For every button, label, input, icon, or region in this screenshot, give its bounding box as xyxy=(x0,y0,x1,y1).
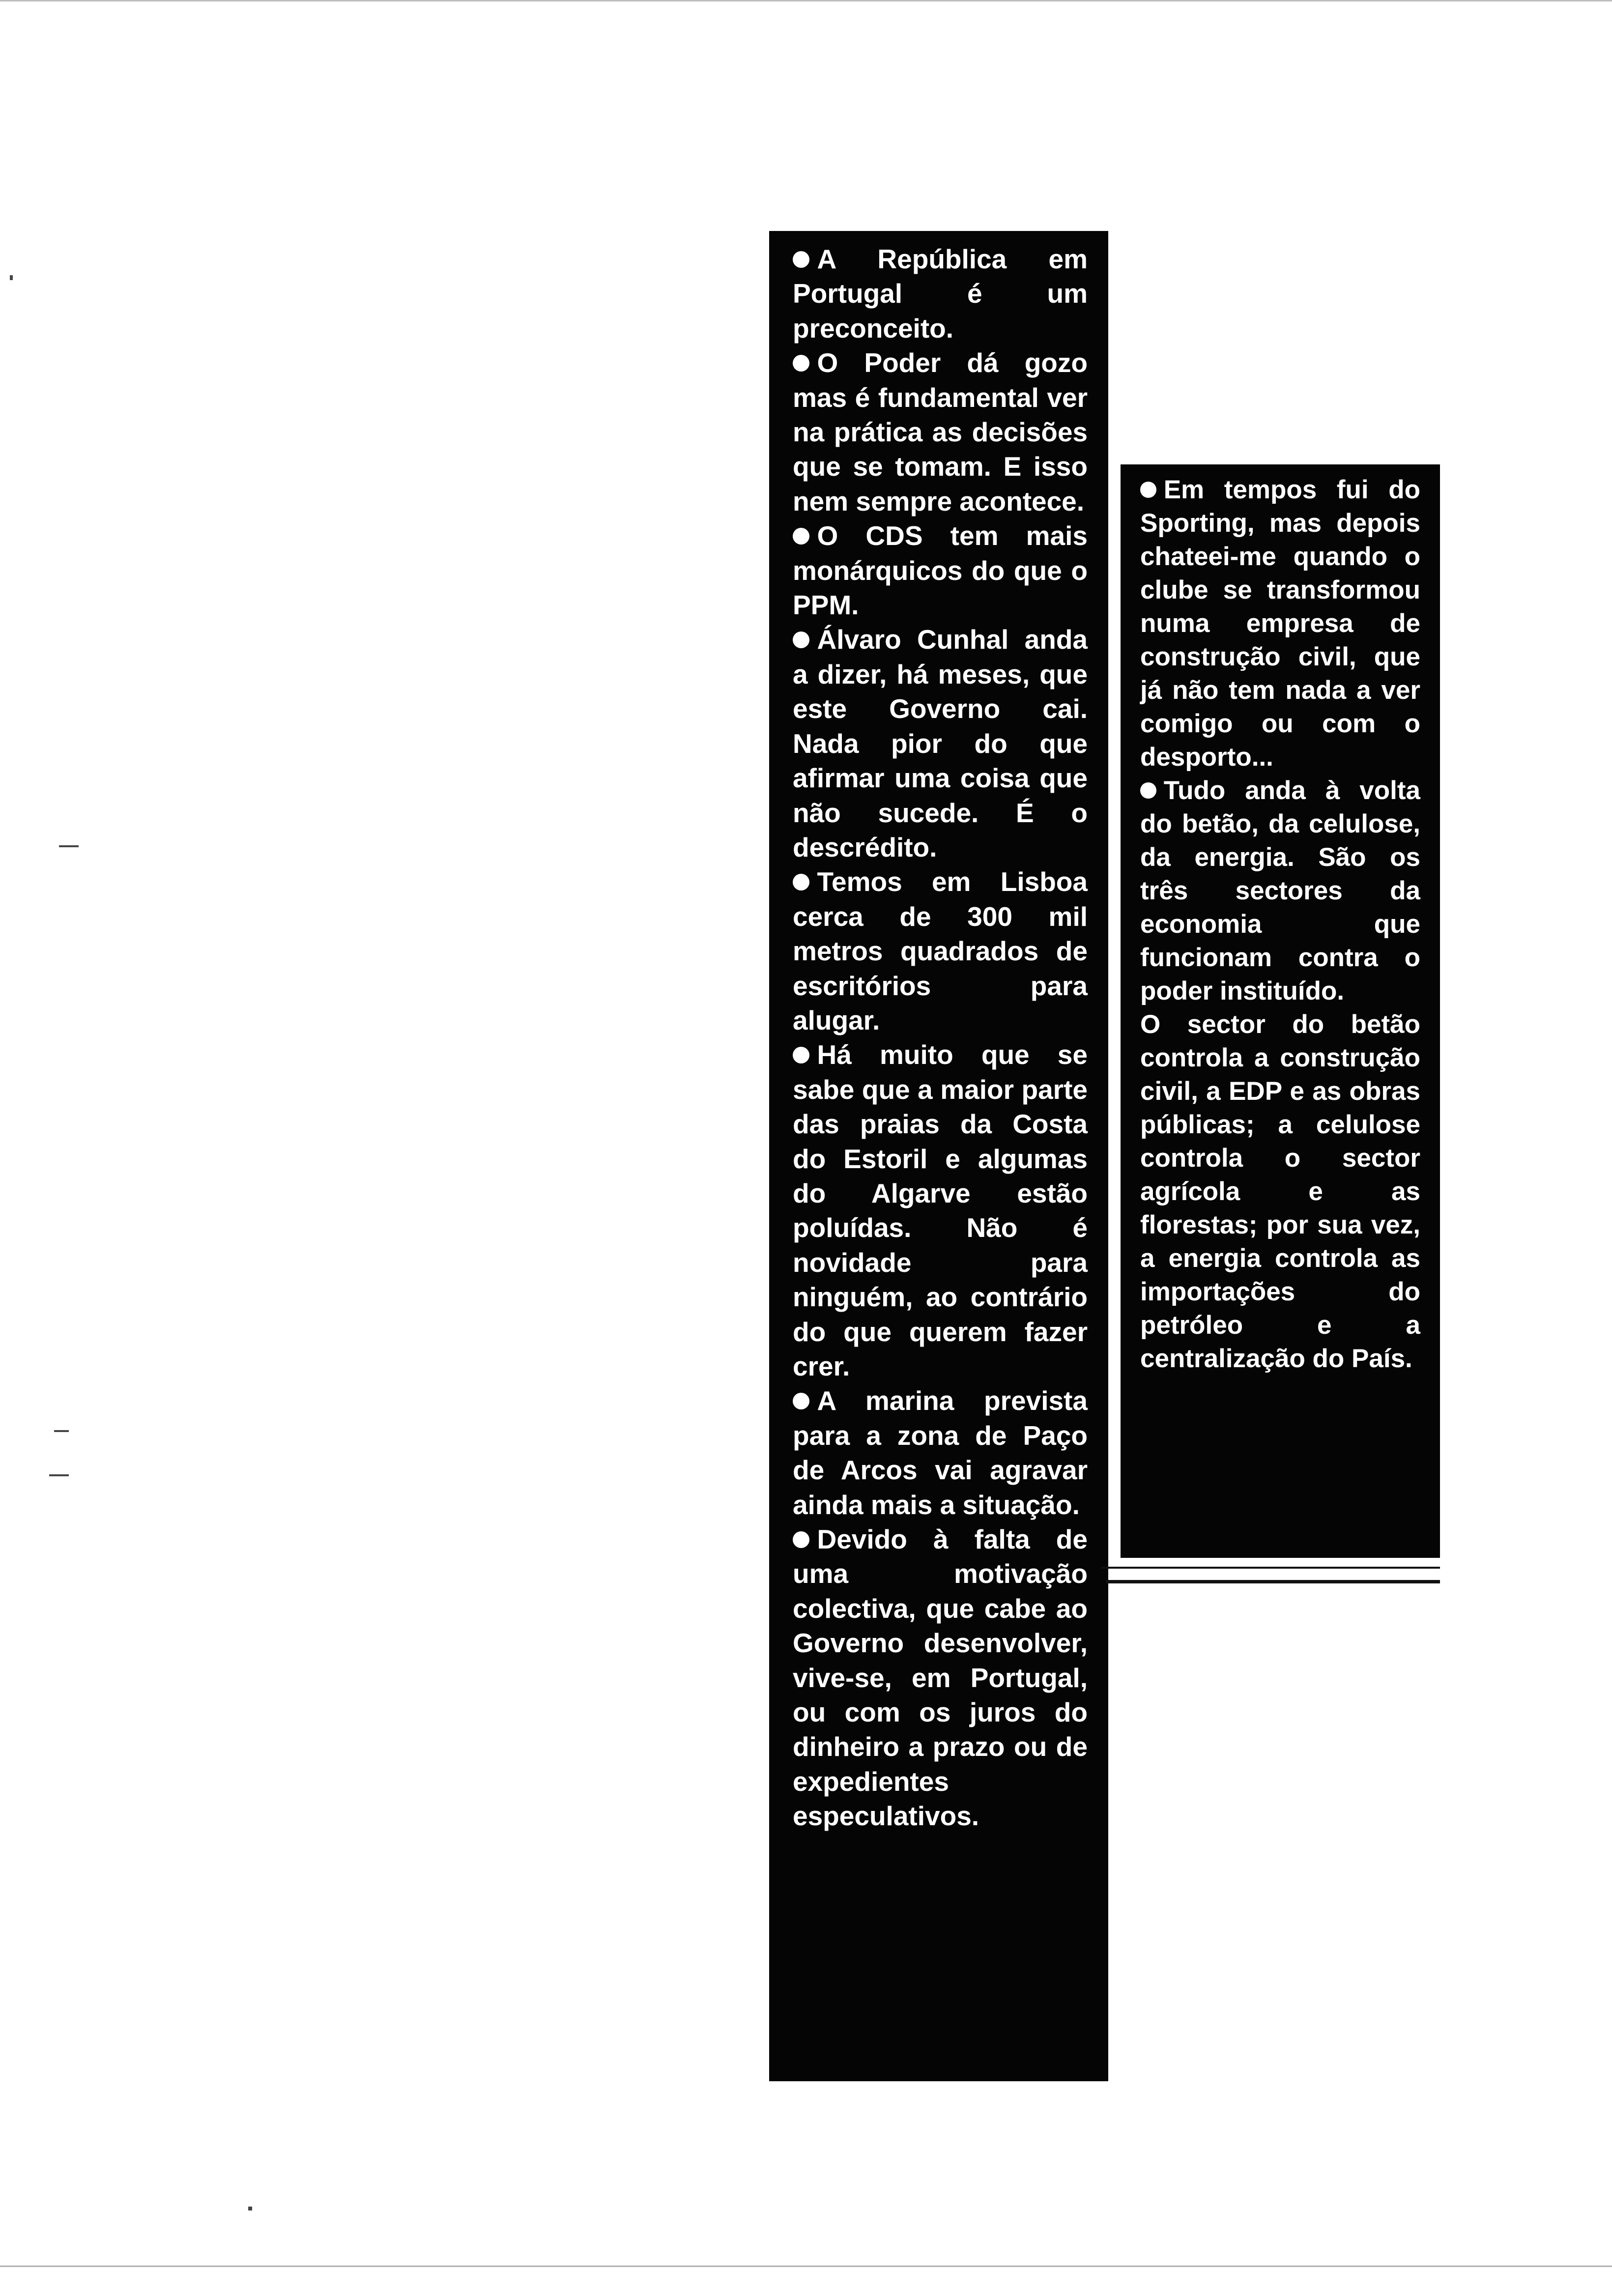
list-item xyxy=(793,1037,1088,1383)
list-item xyxy=(793,242,1088,345)
item-text: A marina prevista para a zona de Paço de Arcos vai agravar ainda mais a situação. xyxy=(793,1385,1088,1520)
scan-speck xyxy=(49,1474,69,1476)
scan-speck xyxy=(59,845,79,847)
bullet-icon xyxy=(1140,782,1156,799)
item-text: Tudo anda à volta do betão, da celulose, da energia. São os três sectores da economia que funcionam contra o poder instituído. xyxy=(1140,776,1420,1005)
right-column xyxy=(1121,464,1440,1558)
list-item xyxy=(793,518,1088,622)
divider-rule xyxy=(1101,1567,1440,1569)
list-item xyxy=(793,345,1088,518)
list-item xyxy=(793,864,1088,1037)
bottom-scan-edge xyxy=(0,2266,1612,2267)
item-text: Temos em Lisboa cerca de 300 mil metros quadrados de escritórios para alugar. xyxy=(793,866,1088,1035)
list-item xyxy=(1140,774,1420,1008)
list-item xyxy=(793,622,1088,864)
top-scan-edge xyxy=(0,0,1612,1)
bullet-icon xyxy=(793,631,809,648)
item-text: Álvaro Cunhal anda a dizer, há meses, que este Governo cai. Nada pior do que afirmar uma coisa que não sucede. É o descrédito. xyxy=(793,624,1088,862)
item-text: Em tempos fui do Sporting, mas depois chateei-me quando o clube se transformou numa empresa de construção civil, que já não tem nada a ver comigo ou com o desporto... xyxy=(1140,475,1420,772)
item-text: Há muito que se sabe que a maior parte das praias da Costa do Estoril e algumas do Algarve estão poluídas. Não é novidade para ninguém, ao contrário do que querem fazer crer. xyxy=(793,1039,1088,1381)
list-item xyxy=(1140,473,1420,774)
divider-rule xyxy=(1106,1580,1440,1583)
bullet-icon xyxy=(793,251,809,268)
list-item xyxy=(793,1522,1088,1834)
list-item xyxy=(793,1383,1088,1522)
bullet-icon xyxy=(793,1531,809,1548)
continuation-paragraph: O sector do betão controla a construção civil, a EDP e as obras públicas; a celulose controla o sector agrícola e as florestas; por sua vez, a energia controla as importações do petróleo e a centralização do País. xyxy=(1140,1010,1420,1373)
bullet-icon xyxy=(793,874,809,890)
bullet-icon xyxy=(793,355,809,372)
scan-speck xyxy=(54,1430,69,1432)
item-text: O Poder dá gozo mas é fundamental ver na prática as decisões que se tomam. E isso nem sempre acontece. xyxy=(793,347,1088,517)
item-text: A República em Portugal é um preconceito. xyxy=(793,244,1088,344)
bullet-icon xyxy=(793,528,809,545)
scan-speck xyxy=(10,275,13,280)
bullet-icon xyxy=(793,1047,809,1063)
scan-speck xyxy=(248,2207,252,2210)
item-text: Devido à falta de uma motivação colectiva, que cabe ao Governo desenvolver, vive-se, em Portugal, ou com os juros do dinheiro a prazo ou de expedientes especulativos. xyxy=(793,1524,1088,1832)
item-text: O CDS tem mais monárquicos do que o PPM. xyxy=(793,520,1088,621)
bullet-icon xyxy=(1140,482,1156,498)
left-column xyxy=(769,231,1108,2081)
bullet-icon xyxy=(793,1393,809,1409)
